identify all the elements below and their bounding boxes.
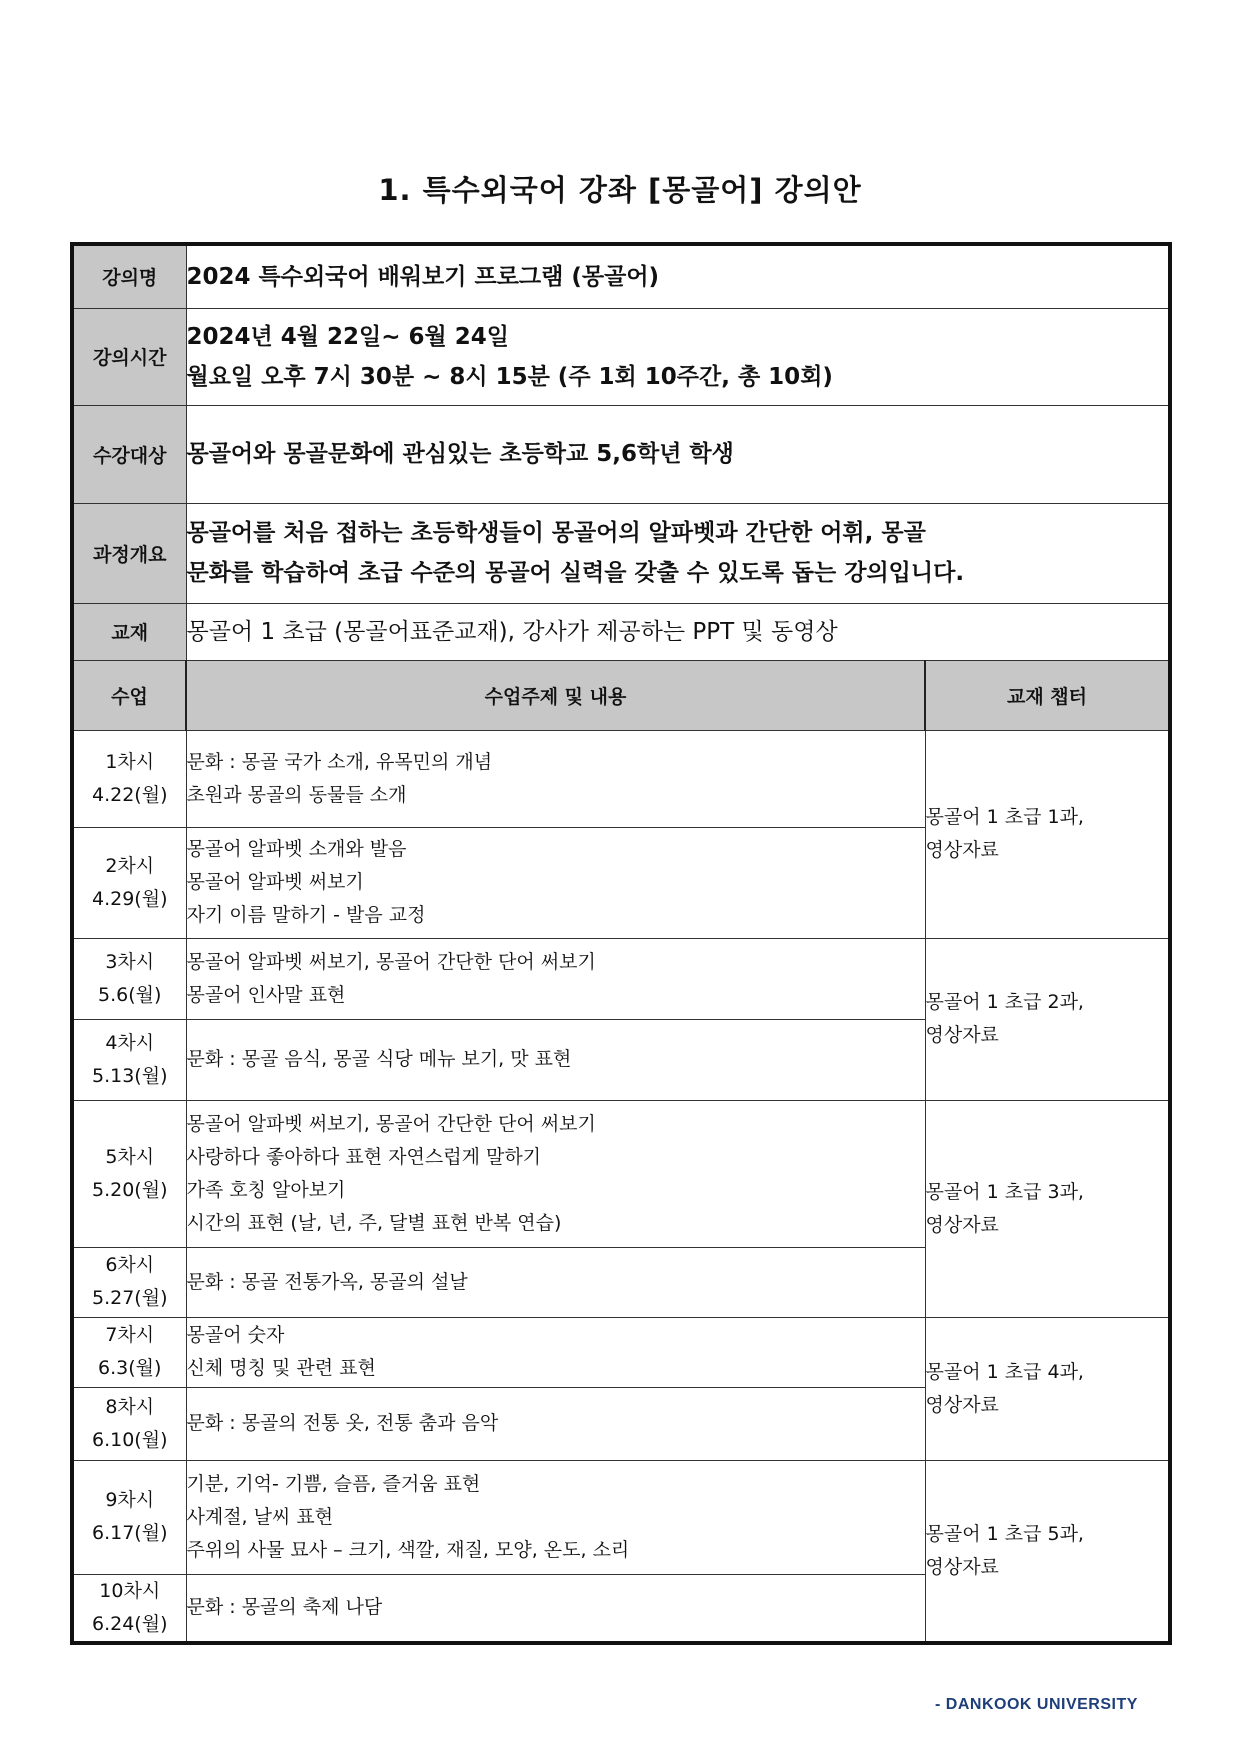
session-date: 6.3(월) bbox=[98, 1357, 162, 1379]
content-line: 주위의 사물 묘사 – 크기, 색깔, 재질, 모양, 온도, 소리 bbox=[186, 1538, 630, 1561]
chapter-line: 영상자료 bbox=[925, 1024, 999, 1046]
overview-row bbox=[72, 503, 1170, 603]
chapter-line: 영상자료 bbox=[925, 1555, 999, 1578]
content-line: 문화 : 몽골의 전통 옷, 전통 춤과 음악 bbox=[186, 1412, 499, 1434]
audience-value: 몽골어와 몽골문화에 관심있는 초등학교 5,6학년 학생 bbox=[186, 405, 1170, 503]
session-number: 4차시 bbox=[105, 1031, 155, 1054]
document-title: 1. 특수외국어 강좌 [몽골어] 강의안 bbox=[378, 173, 862, 207]
schedule-dates: 2024년 4월 22일~ 6월 24일 bbox=[186, 323, 509, 350]
session-content bbox=[186, 1100, 925, 1247]
content-line: 기분, 기억- 기쁨, 슬픔, 즐거움 표현 bbox=[186, 1472, 481, 1495]
textbook-label: 교재 bbox=[72, 603, 186, 660]
chapter-line: 몽골어 1 초급 4과, bbox=[925, 1360, 1084, 1383]
schedule-row bbox=[72, 308, 1170, 405]
session-date: 5.20(월) bbox=[92, 1178, 168, 1201]
schedule-value bbox=[186, 308, 1170, 405]
content-line: 몽골어 알파벳 써보기 bbox=[186, 871, 364, 893]
session-cell bbox=[72, 1247, 186, 1317]
session-row-1 bbox=[72, 730, 1170, 827]
content-line: 문화 : 몽골 국가 소개, 유목민의 개념 bbox=[186, 750, 493, 773]
chapter-cell bbox=[925, 730, 1170, 938]
chapter-line: 몽골어 1 초급 3과, bbox=[925, 1180, 1084, 1203]
chapter-cell bbox=[925, 1100, 1170, 1317]
content-line: 문화 : 몽골 음식, 몽골 식당 메뉴 보기, 맛 표현 bbox=[186, 1048, 572, 1070]
audience-label: 수강대상 bbox=[72, 405, 186, 503]
content-line: 몽골어 숫자 bbox=[186, 1324, 285, 1346]
content-line: 자기 이름 말하기 - 발음 교정 bbox=[186, 904, 426, 926]
chapter-line: 몽골어 1 초급 5과, bbox=[925, 1522, 1084, 1545]
chapter-cell bbox=[925, 1317, 1170, 1460]
content-line: 몽골어 알파벳 써보기, 몽골어 간단한 단어 써보기 bbox=[186, 1112, 596, 1135]
session-content bbox=[186, 1574, 925, 1643]
session-number: 8차시 bbox=[105, 1395, 155, 1418]
session-header: 수업 bbox=[72, 660, 186, 730]
session-row-5 bbox=[72, 1100, 1170, 1247]
session-date: 5.13(월) bbox=[92, 1064, 168, 1087]
textbook-value: 몽골어 1 초급 (몽골어표준교재), 강사가 제공하는 PPT 및 동영상 bbox=[186, 603, 1170, 660]
overview-label: 과정개요 bbox=[72, 503, 186, 603]
chapter-line: 영상자료 bbox=[925, 839, 999, 861]
overview-line-2: 문화를 학습하여 초급 수준의 몽골어 실력을 갖출 수 있도록 돕는 강의입니다. bbox=[186, 560, 965, 586]
audience-row bbox=[72, 405, 1170, 503]
course-name-row bbox=[72, 244, 1170, 308]
overview-value bbox=[186, 503, 1170, 603]
schedule-label: 강의시간 bbox=[72, 308, 186, 405]
session-content bbox=[186, 1247, 925, 1317]
session-row-9 bbox=[72, 1460, 1170, 1574]
session-number: 10차시 bbox=[99, 1579, 161, 1602]
session-date: 5.27(월) bbox=[92, 1287, 168, 1309]
session-cell bbox=[72, 1574, 186, 1643]
session-number: 3차시 bbox=[105, 950, 155, 973]
schedule-times: 월요일 오후 7시 30분 ~ 8시 15분 (주 1회 10주간, 총 10회) bbox=[186, 363, 833, 390]
footer-university: - DANKOOK UNIVERSITY bbox=[935, 1696, 1138, 1713]
session-number: 6차시 bbox=[105, 1254, 155, 1276]
session-date: 4.29(월) bbox=[92, 887, 168, 910]
content-line: 가족 호칭 알아보기 bbox=[186, 1178, 346, 1201]
textbook-row bbox=[72, 603, 1170, 660]
overview-line-1: 몽골어를 처음 접하는 초등학생들이 몽골어의 알파벳과 간단한 어휘, 몽골 bbox=[186, 520, 926, 546]
session-number: 5차시 bbox=[105, 1145, 155, 1168]
session-cell bbox=[72, 827, 186, 938]
session-number: 2차시 bbox=[105, 854, 155, 877]
chapter-line: 영상자료 bbox=[925, 1393, 999, 1416]
content-line: 문화 : 몽골 전통가옥, 몽골의 설날 bbox=[186, 1270, 468, 1293]
session-content bbox=[186, 1460, 925, 1574]
topic-header: 수업주제 및 내용 bbox=[186, 660, 925, 730]
chapter-line: 몽골어 1 초급 1과, bbox=[925, 806, 1084, 828]
session-content bbox=[186, 1387, 925, 1460]
lecture-plan-table bbox=[70, 242, 1172, 1645]
content-line: 사랑하다 좋아하다 표현 자연스럽게 말하기 bbox=[186, 1145, 542, 1168]
chapter-cell bbox=[925, 938, 1170, 1100]
session-cell bbox=[72, 1019, 186, 1100]
content-line: 문화 : 몽골의 축제 나담 bbox=[186, 1596, 383, 1618]
schedule-header-row bbox=[72, 660, 1170, 730]
chapter-header: 교재 챕터 bbox=[925, 660, 1170, 730]
session-date: 6.24(월) bbox=[92, 1612, 168, 1635]
content-line: 시간의 표현 (날, 년, 주, 달별 표현 반복 연습) bbox=[186, 1211, 562, 1234]
session-content bbox=[186, 730, 925, 827]
session-cell bbox=[72, 1460, 186, 1574]
session-number: 9차시 bbox=[105, 1489, 155, 1511]
session-content bbox=[186, 938, 925, 1019]
course-name-value: 2024 특수외국어 배워보기 프로그램 (몽골어) bbox=[186, 244, 1170, 308]
session-content bbox=[186, 827, 925, 938]
chapter-line: 몽골어 1 초급 2과, bbox=[925, 991, 1084, 1013]
content-line: 몽골어 알파벳 소개와 발음 bbox=[186, 838, 407, 860]
session-cell bbox=[72, 1387, 186, 1460]
session-date: 6.10(월) bbox=[92, 1428, 168, 1451]
content-line: 신체 명칭 및 관련 표현 bbox=[186, 1357, 376, 1379]
session-number: 7차시 bbox=[105, 1324, 155, 1346]
session-date: 6.17(월) bbox=[92, 1522, 168, 1544]
session-cell bbox=[72, 1100, 186, 1247]
content-line: 사계절, 날씨 표현 bbox=[186, 1505, 334, 1528]
content-line: 몽골어 알파벳 써보기, 몽골어 간단한 단어 써보기 bbox=[186, 950, 596, 973]
session-row-3 bbox=[72, 938, 1170, 1019]
session-number: 1차시 bbox=[105, 750, 155, 773]
session-date: 4.22(월) bbox=[92, 783, 168, 806]
session-content bbox=[186, 1317, 925, 1387]
course-name-label: 강의명 bbox=[72, 244, 186, 308]
chapter-line: 영상자료 bbox=[925, 1213, 999, 1236]
chapter-cell bbox=[925, 1460, 1170, 1643]
session-date: 5.6(월) bbox=[98, 983, 162, 1006]
session-cell bbox=[72, 1317, 186, 1387]
session-row-7 bbox=[72, 1317, 1170, 1387]
session-cell bbox=[72, 938, 186, 1019]
content-line: 몽골어 인사말 표현 bbox=[186, 983, 346, 1006]
session-cell bbox=[72, 730, 186, 827]
content-line: 초원과 몽골의 동물들 소개 bbox=[186, 783, 407, 806]
session-content bbox=[186, 1019, 925, 1100]
